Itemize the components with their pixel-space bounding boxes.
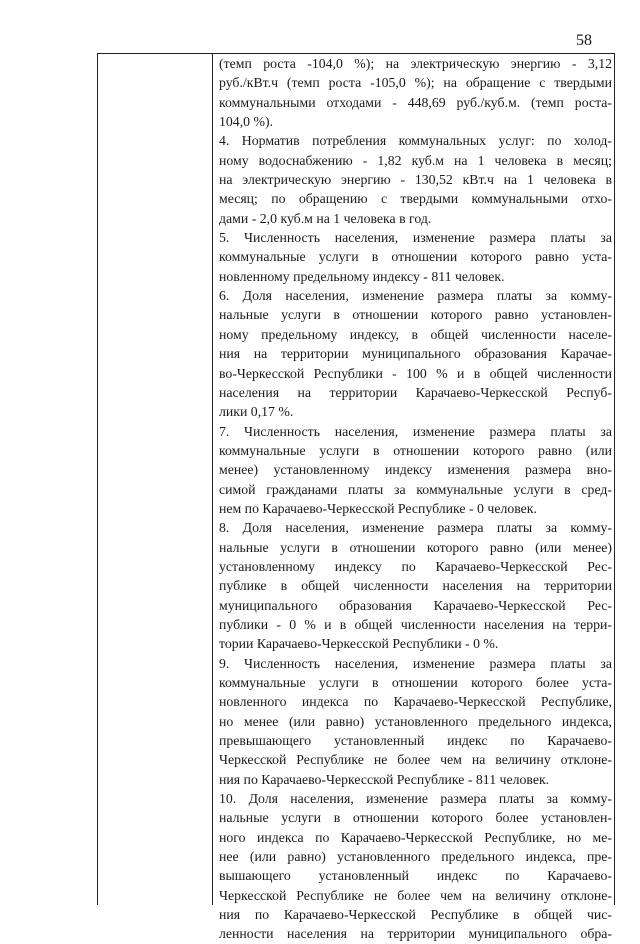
text-line: симой гражданами платы за коммунальные услуги в сред- (219, 481, 612, 497)
text-line: вышающего установленный индекс по Карачаево- (219, 868, 612, 884)
text-line: руб./кВт.ч (темп роста -105,0 %); на обращение с твердыми (219, 75, 612, 91)
text-line: ному предельному индексу, в общей численности населе- (219, 326, 612, 342)
text-line: 104,0 %). (219, 114, 274, 130)
text-line: лики 0,17 %. (219, 404, 294, 420)
text-line: 5. Численность населения, изменение размера платы за (219, 230, 612, 246)
text-line: 7. Численность населения, изменение размера платы за (219, 423, 612, 439)
text-line: новленного индекса по Карачаево-Черкесской Республике, (219, 694, 612, 710)
text-line: нем по Карачаево-Черкесской Республике - 0 человек. (219, 500, 537, 516)
text-line: коммунальные услуги в отношении которого равно уста- (219, 249, 612, 265)
text-line: населения на территории Карачаево-Черкесской Респуб- (219, 384, 612, 400)
text-line: ния по Карачаево-Черкесской Республике в общей чис- (219, 907, 612, 923)
text-line: новленному предельному индексу - 811 человек. (219, 268, 505, 284)
text-line: Черкесской Республике не более чем на величину отклоне- (219, 887, 612, 903)
text-line: 9. Численность населения, изменение размера платы за (219, 655, 612, 671)
text-line: ного индекса по Карачаево-Черкесской Республике, но ме- (219, 829, 612, 845)
page-number: 58 (576, 32, 592, 49)
text-line: месяц; по обращению с твердыми коммунальными отхо- (219, 191, 612, 207)
text-line: нальные услуги в отношении которого более установлен- (219, 810, 612, 826)
text-line: коммунальные услуги в отношении которого более уста- (219, 675, 612, 690)
text-line: 6. Доля населения, изменение размера платы за комму- (219, 288, 612, 304)
text-line: ния на территории муниципального образования Карачае- (219, 346, 612, 362)
text-line: тории Карачаево-Черкесской Республики - 0 %. (219, 636, 499, 652)
text-line: превышающего установленный индекс по Карачаево- (219, 733, 612, 749)
text-line: нальные услуги в отношении которого равно установлен- (219, 307, 612, 323)
table-cell-text (219, 54, 612, 944)
text-line: публике в общей численности населения на территории (219, 578, 612, 594)
text-line: но менее (или равно) установленного предельного индекса, (219, 713, 612, 729)
text-line: коммунальные услуги в отношении которого равно (или (219, 442, 612, 458)
text-line: менее) установленному индексу изменения размера вно- (219, 462, 612, 478)
text-line: нее (или равно) установленного предельного индекса, пре- (219, 849, 612, 865)
table-column-divider (212, 53, 213, 905)
text-line: Черкесской Республике не более чем на величину отклоне- (219, 752, 612, 768)
text-line: нальные услуги в отношении которого равно (или менее) (219, 539, 612, 555)
text-line: установленному индексу по Карачаево-Черкесской Рес- (219, 558, 612, 574)
text-line: 10. Доля населения, изменение размера платы за комму- (219, 791, 612, 807)
text-line: на электрическую энергию - 130,52 кВт.ч на 1 человека в (219, 172, 612, 188)
text-line: ному водоснабжению - 1,82 куб.м на 1 человека в месяц; (219, 152, 612, 168)
text-line: (темп роста -104,0 %); на электрическую энергию - 3,12 (219, 56, 612, 71)
text-line: дами - 2,0 куб.м на 1 человека в год. (219, 210, 432, 226)
text-line: 8. Доля населения, изменение размера платы за комму- (219, 520, 612, 536)
text-line: коммунальными отходами - 448,69 руб./куб.м. (темп роста- (219, 94, 612, 110)
text-line: 4. Норматив потребления коммунальных услуг: по холод- (219, 133, 612, 149)
text-line: публики - 0 % и в общей численности населения на терри- (219, 616, 612, 632)
text-line: муниципального образования Карачаево-Черкесской Рес- (219, 597, 612, 613)
text-line: ленности населения на территории муниципального обра- (219, 926, 612, 942)
text-line: ния по Карачаево-Черкесской Республике - 811 человек. (219, 771, 550, 787)
text-line: во-Черкесской Республики - 100 % и в общей численности (219, 365, 612, 381)
